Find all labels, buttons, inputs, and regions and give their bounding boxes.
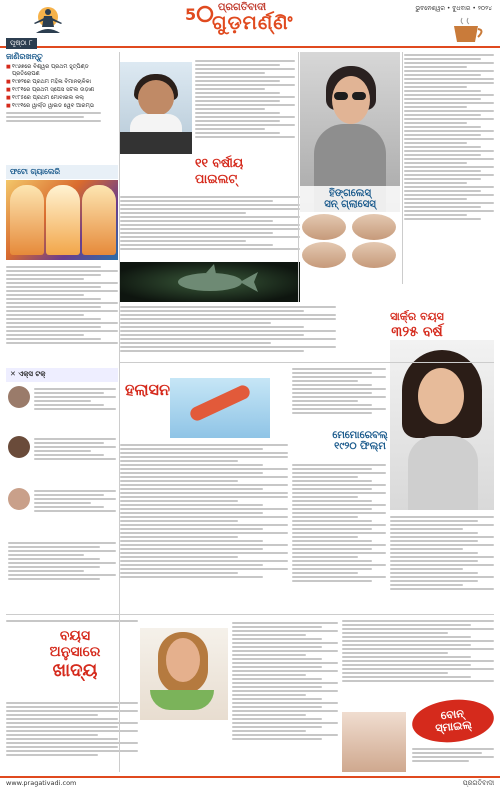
- facts-heading: ଜାଣିରଖନ୍ତୁ: [6, 52, 43, 61]
- halasana-pose-photo: [170, 378, 270, 438]
- bone-smile-photo: [342, 712, 406, 772]
- halasana-article-text: [120, 442, 288, 610]
- svg-text:5: 5: [185, 5, 197, 24]
- x-talk-heading: ✕ ଏକ୍ସ ଟକ୍: [6, 368, 118, 382]
- dateline: ଭୁବନେଶ୍ୱର • ବୁଧବାର • ୨୦୨୪: [415, 5, 492, 12]
- x-talk-posts: [6, 384, 118, 614]
- masthead-bar: [0, 0, 500, 48]
- list-item: ■ ୧୯୭୨ରେ ପ୍ରଥମ ମହିଳା ବିମାନଚାଳିକା: [6, 79, 118, 86]
- list-item: ■ ୧୯୮୫ରେ ପ୍ରଥମ ମୋବାଇଲ କଲ୍: [6, 95, 118, 102]
- shark-underwater-photo: [120, 262, 300, 302]
- pilot-photo: [120, 62, 192, 154]
- gallery-heading: ଫଟୋ ଗ୍ୟାଲେରି: [6, 165, 118, 179]
- page-footer: [0, 776, 500, 788]
- memorable-article-text: [292, 462, 386, 612]
- page-title: ଗୁଡ଼ମର୍ଣ୍ଣିଂ: [212, 12, 294, 34]
- memorable-intro-text: [292, 366, 386, 428]
- shark-article-text: [120, 304, 336, 360]
- x-logo-icon: ✕: [10, 370, 16, 378]
- deity-gallery-image: [6, 180, 118, 260]
- shark-age-headline: ସାର୍କ୍‌ର ବୟସ ୩୨୫ ବର୍ଷ: [390, 310, 444, 340]
- halasana-headline: ହଲାସନ: [125, 380, 170, 399]
- pilot-headline: ୧୧ ବର୍ଷୀୟ ପାଇଲଟ୍: [195, 155, 244, 186]
- pilot-article-body: [120, 194, 300, 258]
- food-column-text: [232, 620, 338, 772]
- left-article-text: [6, 264, 118, 364]
- sunglasses-headline: ହିଙ୍ଗଲେସ୍ ସନ୍ ଗ୍ଲାସେସ୍: [300, 186, 400, 212]
- food-woman-photo: [140, 628, 228, 720]
- footer-brand: ପ୍ରଗତିବାଦୀ: [462, 779, 494, 787]
- facts-column: [6, 52, 118, 162]
- newspaper-brand: ପ୍ରଗତିବାଦୀ: [218, 2, 267, 13]
- pilot-article-text: [195, 58, 295, 152]
- avatar: [8, 386, 30, 408]
- memorable-actress-photo: [390, 340, 494, 510]
- bones-article-text: [342, 618, 494, 698]
- list-item: ■ ୧୯୯୧ରେ ୱାର୍ଲ୍ଡ ୱାଇଡ ୱେବ ଆରମ୍ଭ: [6, 103, 118, 110]
- memorable-headline: ମେମୋରେବଲ୍ ୧୯୨୦ ଫିଲ୍ମ: [332, 430, 388, 452]
- bones-side-text: [412, 746, 494, 772]
- website-link[interactable]: www.pragativadi.com: [6, 779, 77, 787]
- food-headline: ବୟସ ଅନୁସାରେ ଖାଦ୍ୟ: [49, 628, 101, 681]
- right-column-text: [404, 52, 494, 282]
- coffee-cup-icon: [448, 16, 488, 44]
- avatar: [8, 436, 30, 458]
- sunglasses-thumbnails: [300, 212, 400, 268]
- avatar: [8, 488, 30, 510]
- bone-smile-badge: ବୋନ୍ ସ୍ମାଇଲ୍: [410, 696, 496, 746]
- memorable-side-text: [390, 514, 494, 612]
- page-number: ପୃଷ୍ଠା ୮: [6, 38, 37, 49]
- yoga-silhouette-icon: [8, 3, 88, 39]
- anniversary-50-logo: [183, 2, 215, 26]
- list-item: ■ ୧୯୬୭ରେ ବିଶ୍ୱର ପ୍ରଥମ ହୃତ୍‌ପିଣ୍ଡ ପ୍ରତିରୋପଣ: [6, 64, 118, 78]
- list-item: ■ ୧୯୮୧ରେ ପ୍ରଥମ ସ୍ପେସ ସଟଲ ଉଡ଼ାଣ: [6, 87, 118, 94]
